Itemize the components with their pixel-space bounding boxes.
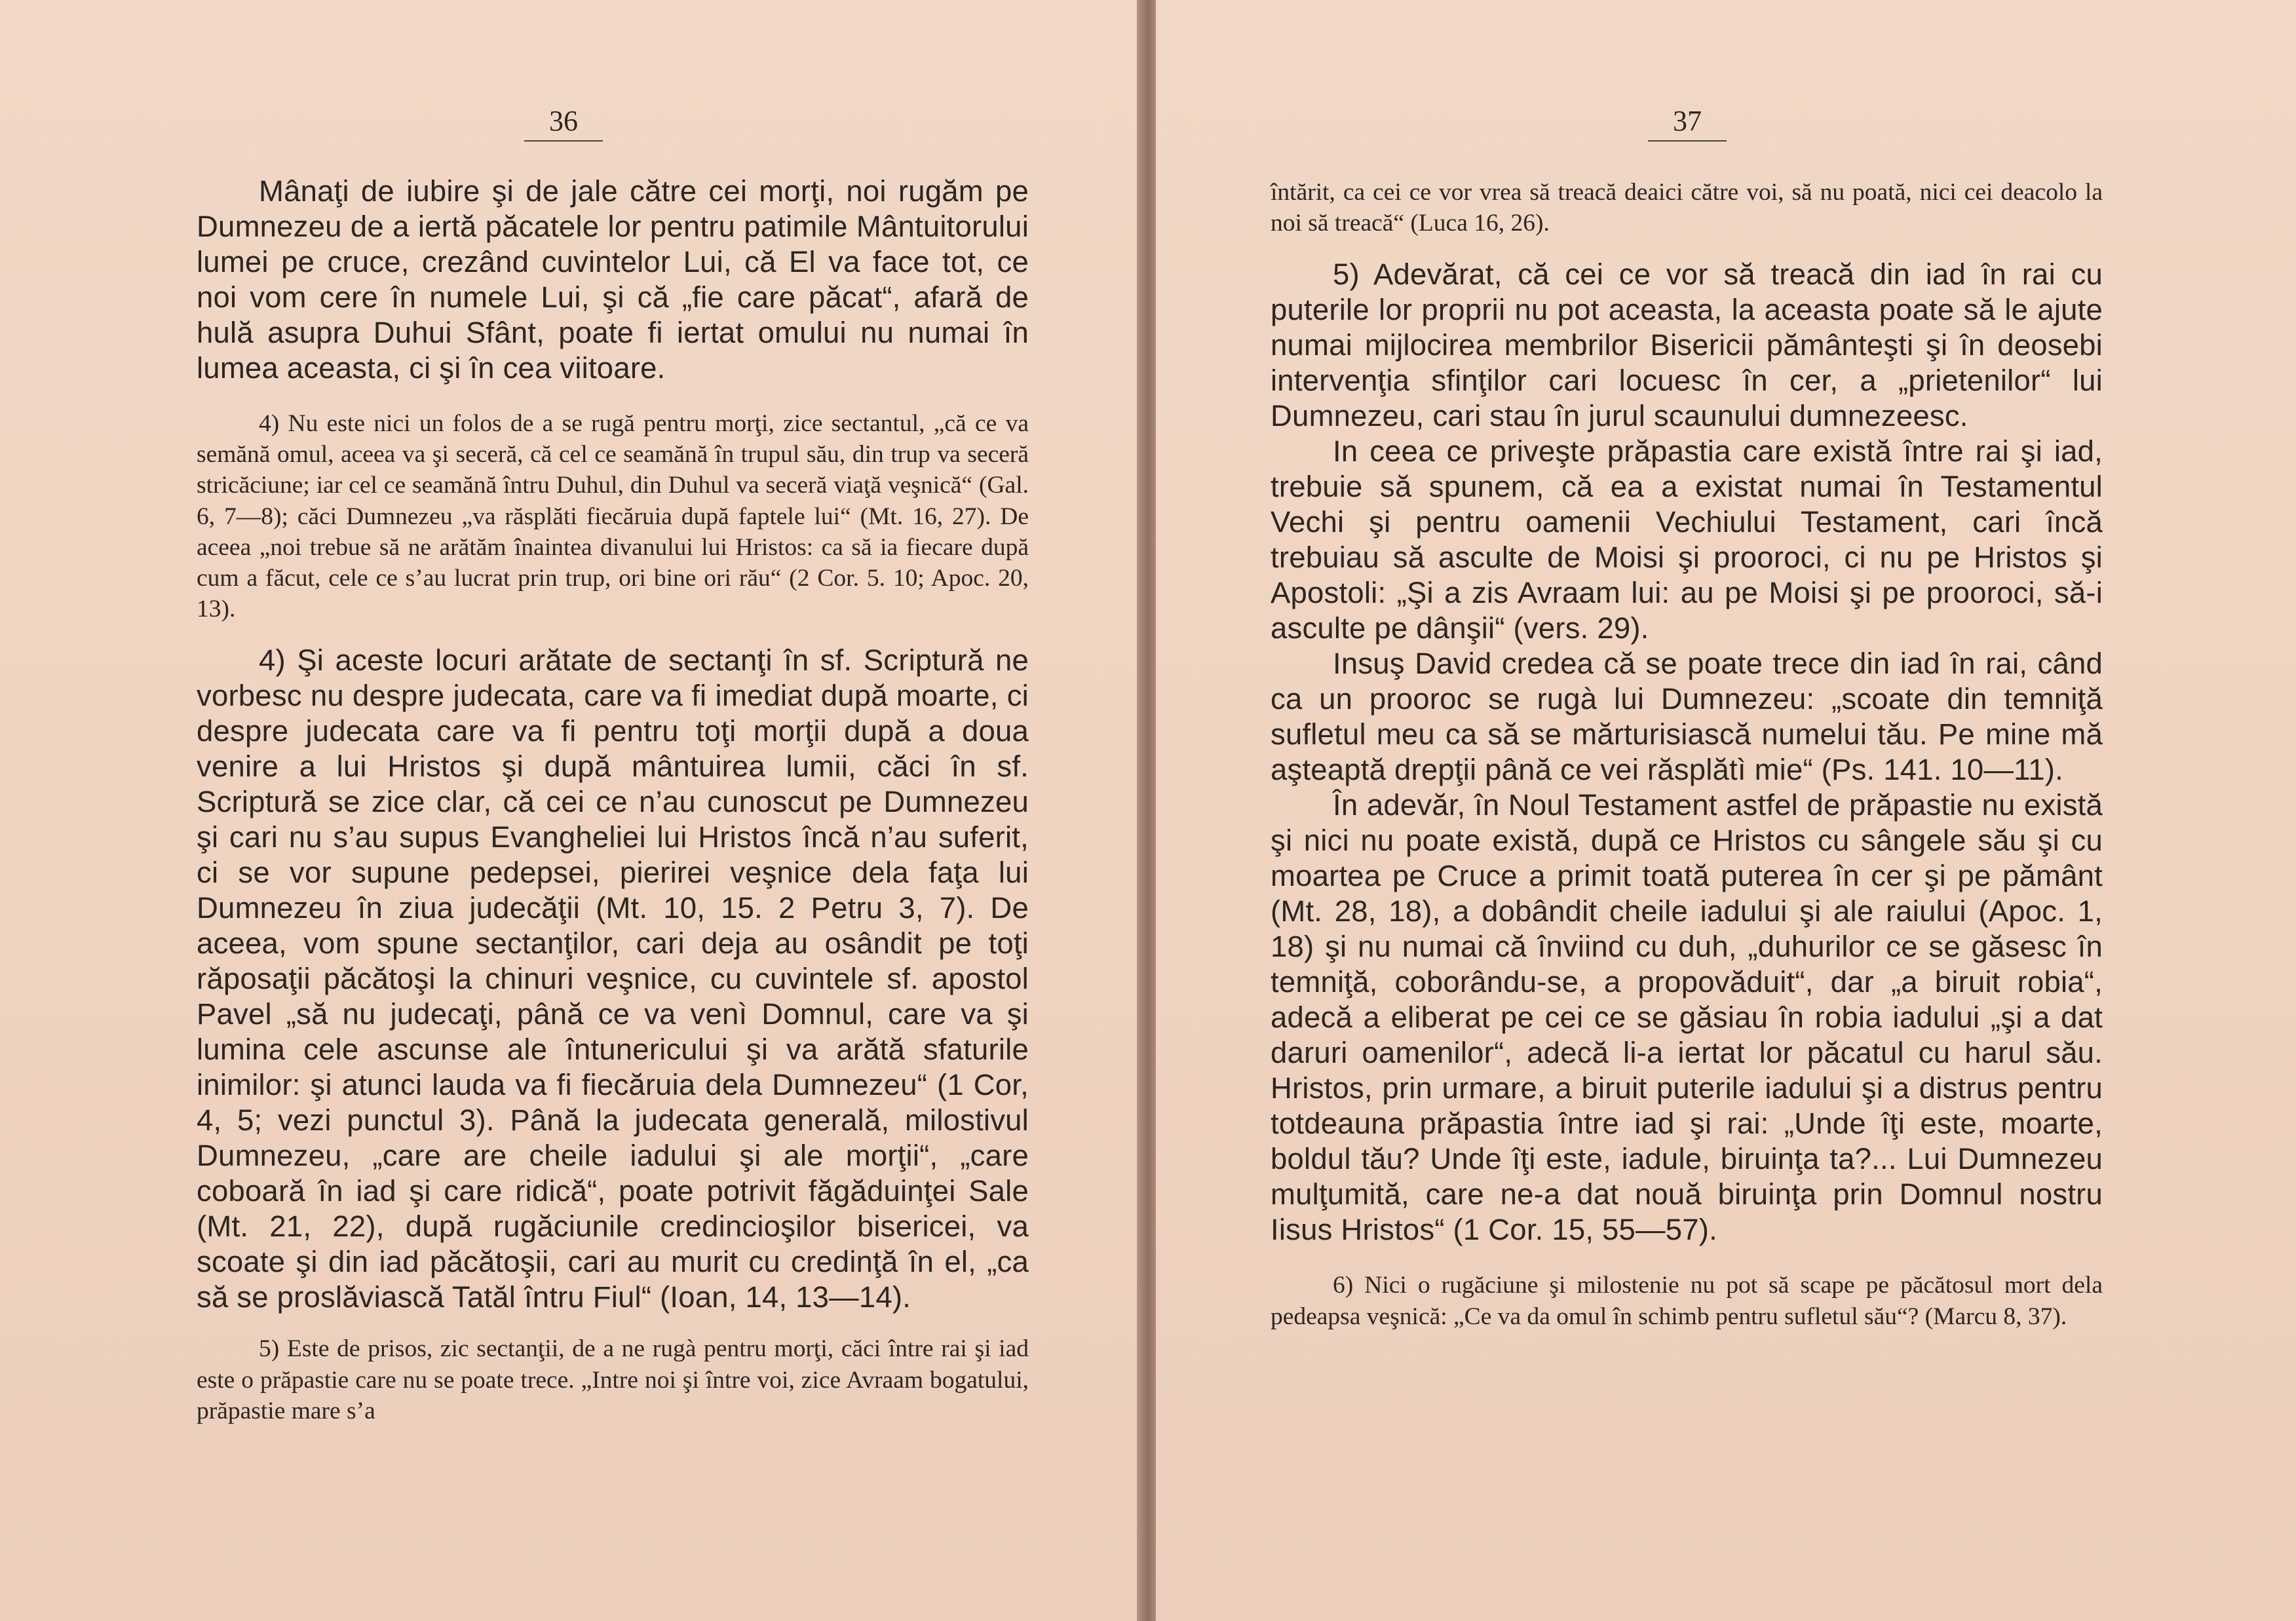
paragraph-continuation: întărit, ca cei ce vor vrea să treacă deaici către voi, să nu poată, nici cei deacolo la noi să treacă“ (Luca 16, 26).	[1271, 179, 2103, 237]
paragraph: 4) Şi aceste locuri arătate de sectanţi în sf. Scriptură ne vorbesc nu despre judecata, care va fi imediat după moarte, ci despre judecata care va fi pentru toţi morţii după a doua venire a lui Hristos şi după mântuirea lumii, căci în sf. Scriptură se zice clar, că cei ce n’au cunoscut pe Dumnezeu şi cari nu s’au supus Evangheliei lui Hristos încă n’au suferit, ci se vor supune pedepsei, pierirei veşnice dela faţa lui Dumnezeu în ziua judecăţii (Mt. 10, 15. 2 Petru 3, 7). De aceea, vom spune sectanţilor, cari deja au osândit pe toţi răposaţii păcătoşi la chinuri veşnice, cu cuvintele sf. apostol Pavel „să nu judecaţi, până ce va venì Domnul, care va şi lumina cele ascunse ale întunericului şi va arătă sfaturile inimilor: şi atunci lauda va fi fiecăruia dela Dumnezeu“ (1 Cor, 4, 5; vezi punctul 3). Până la judecata generală, milostivul Dumnezeu, „care are cheile iadului şi ale morţii“, „care coboară în iad şi care ridică“, poate potrivit făgăduinţei Sale (Mt. 21, 22), după rugăciunile credincioşilor bisericei, va scoate şi din iad păcătoşii, cari au murit cu credinţă în el, „ca să se proslăviască Tatăl întru Fiul“ (Ioan, 14, 13—14).	[197, 643, 1029, 1314]
paragraph: Mânaţi de iubire şi de jale către cei morţi, noi rugăm pe Dumnezeu de a iertă păcatele lor pentru patimile Mântuitorului lumei pe cruce, crezând cuvintelor Lui, că El va face tot, ce noi vom cere în numele Lui, şi că „fie care păcat“, afară de hulă asupra Duhui Sfânt, poate fi iertat omului nu numai în lumea aceasta, ci şi în cea viitoare.	[197, 174, 1029, 385]
left-page	[0, 0, 1140, 1621]
paragraph-objection: 6) Nici o rugăciune şi milostenie nu pot să scape pe păcătosul mort dela pedeapsa veşnică: „Ce va da omul în schimb pentru sufletul său“? (Marcu 8, 37).	[1271, 1272, 2103, 1330]
text-column	[1271, 177, 2103, 1332]
text-column	[197, 174, 1029, 1426]
paragraph: În adevăr, în Noul Testament astfel de prăpastie nu există şi nici nu poate există, după ce Hristos cu sângele său şi cu moartea pe Cruce a primit toată puterea în cer şi pe pământ (Mt. 28, 18), a dobândit cheile iadului şi ale raiului (Apoc. 1, 18) şi nu numai că înviind cu duh, „duhurilor ce se găsesc în temniţă, coborându-se, a propovăduit“, dar „a biruit robia“, adecă a eliberat pe cei ce se găsiau în robia iadului „şi a dat daruri oamenilor“, adecă li-a iertat lor păcatul cu harul său. Hristos, prin urmare, a biruit puterile iadului şi a distrus pentru totdeauna prăpastia între iad şi rai: „Unde îţi este, moarte, boldul tău? Unde îţi este, iadule, biruinţa ta?... Lui Dumnezeu mulţumită, care ne-a dat nouă biruinţa prin Domnul nostru Iisus Hristos“ (1 Cor. 15, 55—57).	[1271, 788, 2103, 1247]
paragraph: In ceea ce priveşte prăpastia care există între rai şi iad, trebuie să spunem, că ea a existat numai în Testamentul Vechi şi pentru oamenii Vechiului Testament, cari încă trebuiau să asculte de Moisi şi prooroci, ci nu pe Hristos şi Apostoli: „Şi a zis Avraam lui: au pe Moisi şi pe prooroci, să-i asculte pe dânşii“ (vers. 29).	[1271, 434, 2103, 645]
paragraph: Insuş David credea că se poate trece din iad în rai, când ca un prooroc se rugà lui Dumnezeu: „scoate din temniţă sufletul meu ca să se mărturisiască numelui tău. Pe mine mă aşteaptă drepţii până ce vei răsplătì mie“ (Ps. 141. 10—11).	[1271, 647, 2103, 787]
page-number: 36	[524, 105, 603, 142]
paragraph-objection: 5) Este de prisos, zic sectanţii, de a ne rugà pentru morţi, căci între rai şi iad este o prăpastie care nu se poate trece. „Intre noi şi între voi, zice Avraam bogatului, prăpastie mare s’a	[197, 1335, 1029, 1424]
paragraph: 5) Adevărat, că cei ce vor să treacă din iad în rai cu puterile lor proprii nu pot aceasta, la aceasta poate să le ajute numai mijlocirea membrilor Bisericii pământeşti şi în deosebi intervenţia sfinţilor cari locuesc în cer, a „prietenilor“ lui Dumnezeu, cari stau în jurul scaunului dumnezeesc.	[1271, 257, 2103, 433]
paragraph-objection: 4) Nu este nici un folos de a se rugă pentru morţi, zice sectantul, „că ce va semănă omul, aceea va şi seceră, că cel ce seamănă în trupul său, din trup va seceră stricăciune; iar cel ce seamănă întru Duhul, din Duhul va seceră viaţă veşnică“ (Gal. 6, 7—8); căci Dumnezeu „va răsplăti fiecăruia după faptele lui“ (Mt. 16, 27). De aceea „noi trebue să ne arătăm înaintea divanului lui Hristos: ca să ia fiecare după cum a făcut, cele ce s’au lucrat prin trup, ori bine ori rău“ (2 Cor. 5. 10; Apoc. 20, 13).	[197, 410, 1029, 623]
page-number: 37	[1648, 105, 1727, 142]
right-page	[1156, 0, 2296, 1621]
